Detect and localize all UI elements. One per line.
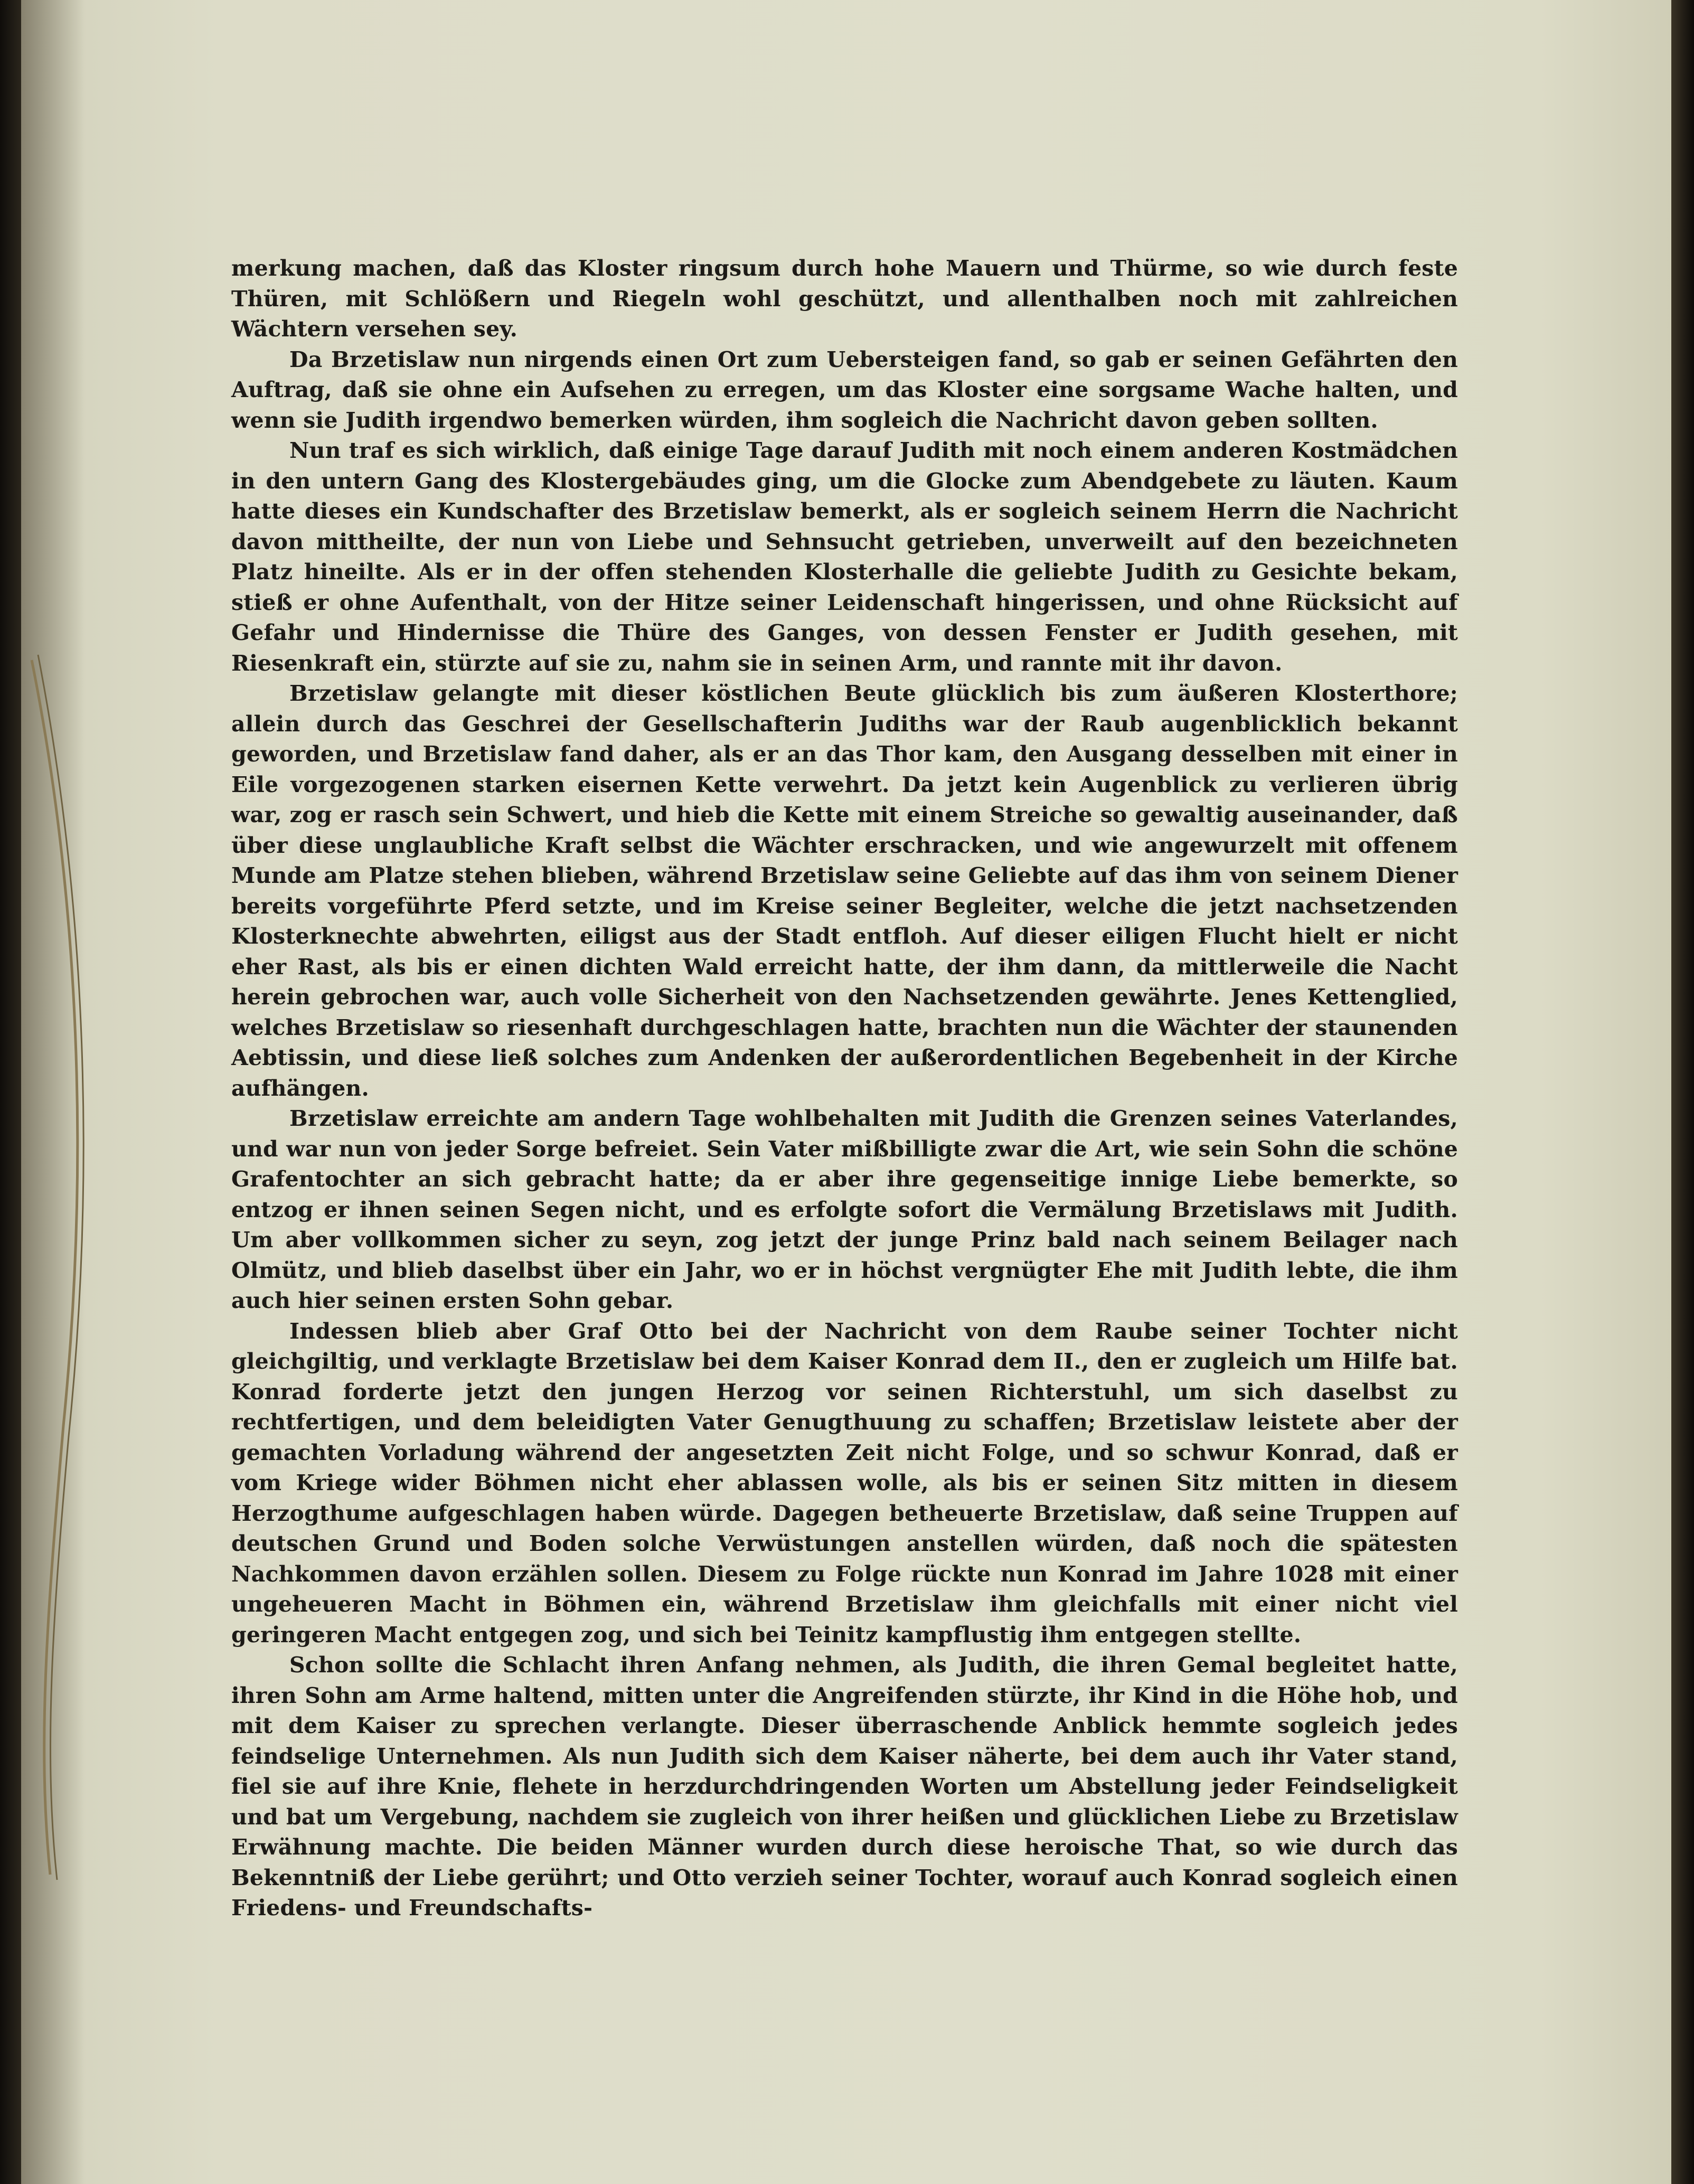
page-edge-shadow (1671, 0, 1694, 2184)
paragraph-1: merkung machen, daß das Kloster ringsum durch hohe Mauern und Thürme, so wie durch feste Thüren, mit Schlößern und Riegeln wohl geschützt, und allenthalben noch mit zahlreichen Wächtern versehen sey. (231, 256, 1458, 342)
main-text-block (231, 253, 1458, 1924)
paragraph-6: Indessen blieb aber Graf Otto bei der Nachricht von dem Raube seiner Tochter nicht gleichgiltig, und verklagte Brzetislaw bei dem Kaiser Konrad dem II., den er zugleich um Hilfe bat. Konrad forderte jetzt den jungen Herzog vor seinen Richterstuhl, um sich daselbst zu rechtfertigen, und dem beleidigten Vater Genugthuung zu schaffen; Brzetislaw leistete aber der gemachten Vorladung während der angesetzten Zeit nicht Folge, und so schwur Konrad, daß er vom Kriege wider Böhmen nicht eher ablassen wolle, als bis er seinen Sitz mitten in diesem Herzogthume aufgeschlagen haben würde. Dagegen betheuerte Brzetislaw, daß seine Truppen auf deutschen Grund und Boden solche Verwüstungen anstellen würden, daß noch die spätesten Nachkommen davon erzählen sollen. Diesem zu Folge rückte nun Konrad im Jahre 1028 mit einer ungeheueren Macht in Böhmen ein, während Brzetislaw ihm gleichfalls mit einer nicht viel geringeren Macht entgegen zog, und sich bei Teinitz kampflustig ihm entgegen stellte. (231, 1318, 1458, 1648)
paragraph-4: Brzetislaw gelangte mit dieser köstlichen Beute glücklich bis zum äußeren Klosterthore; allein durch das Geschrei der Gesellschafterin Judiths war der Raub augenblicklich bekannt geworden, und Brzetislaw fand daher, als er an das Thor kam, den Ausgang desselben mit einer in Eile vorgezogenen starken eisernen Kette verwehrt. Da jetzt kein Augenblick zu verlieren übrig war, zog er rasch sein Schwert, und hieb die Kette mit einem Streiche so gewaltig auseinander, daß über diese unglaubliche Kraft selbst die Wächter erschracken, und wie angewurzelt mit offenem Munde am Platze stehen blieben, während Brzetislaw seine Geliebte auf das ihm von seinem Diener bereits vorgeführte Pferd setzte, und im Kreise seiner Begleiter, welche die jetzt nachsetzenden Klosterknechte abwehrten, eiligst aus der Stadt entfloh. Auf dieser eiligen Flucht hielt er nicht eher Rast, als bis er einen dichten Wald erreicht hatte, der ihm dann, da mittlerweile die Nacht herein gebrochen war, auch volle Sicherheit von den Nachsetzenden gewährte. Jenes Kettenglied, welches Brzetislaw so riesenhaft durchgeschlagen hatte, brachten nun die Wächter der staunenden Aebtissin, und diese ließ solches zum Andenken der außerordentlichen Begebenheit in der Kirche aufhängen. (231, 681, 1458, 1101)
paragraph-5: Brzetislaw erreichte am andern Tage wohlbehalten mit Judith die Grenzen seines Vaterlandes, und war nun von jeder Sorge befreiet. Sein Vater mißbilligte zwar die Art, wie sein Sohn die schöne Grafentochter an sich gebracht hatte; da er aber ihre gegenseitige innige Liebe bemerkte, so entzog er ihnen seinen Segen nicht, und es erfolgte sofort die Vermälung Brzetislaws mit Judith. Um aber vollkommen sicher zu seyn, zog jetzt der junge Prinz bald nach seinem Beilager nach Olmütz, und blieb daselbst über ein Jahr, wo er in höchst vergnügter Ehe mit Judith lebte, die ihm auch hier seinen ersten Sohn gebar. (231, 1106, 1458, 1313)
binding-thread (0, 0, 106, 2184)
paragraph-7: Schon sollte die Schlacht ihren Anfang nehmen, als Judith, die ihren Gemal begleitet hatte, ihren Sohn am Arme haltend, mitten unter die Angreifenden stürzte, ihr Kind in die Höhe hob, und mit dem Kaiser zu sprechen verlangte. Dieser überraschende Anblick hemmte sogleich jedes feindselige Unternehmen. Als nun Judith sich dem Kaiser näherte, bei dem auch ihr Vater stand, fiel sie auf ihre Knie, flehete in herzdurchdringenden Worten um Abstellung jeder Feindseligkeit und bat um Vergebung, nachdem sie zugleich von ihrer heißen und glücklichen Liebe zu Brzetislaw Erwähnung machte. Die beiden Männer wurden durch diese heroische That, so wie durch das Bekenntniß der Liebe gerührt; und Otto verzieh seiner Tochter, worauf auch Konrad sogleich einen Friedens- und Freundschafts- (231, 1652, 1458, 1921)
paragraph-2: Da Brzetislaw nun nirgends einen Ort zum Uebersteigen fand, so gab er seinen Gefährten den Auftrag, daß sie ohne ein Aufsehen zu erregen, um das Kloster eine sorgsame Wache halten, und wenn sie Judith irgendwo bemerken würden, ihm sogleich die Nachricht davon geben sollten. (231, 346, 1458, 433)
paragraph-3: Nun traf es sich wirklich, daß einige Tage darauf Judith mit noch einem anderen Kostmädchen in den untern Gang des Klostergebäudes ging, um die Glocke zum Abendgebete zu läuten. Kaum hatte dieses ein Kundschafter des Brzetislaw bemerkt, als er sogleich seinem Herrn die Nachricht davon mittheilte, der nun von Liebe und Sehnsucht getrieben, unverweilt auf den bezeichneten Platz hineilte. Als er in der offen stehenden Klosterhalle die geliebte Judith zu Gesichte bekam, stieß er ohne Aufenthalt, von der Hitze seiner Leidenschaft hingerissen, und ohne Rücksicht auf Gefahr und Hindernisse die Thüre des Ganges, von dessen Fenster er Judith gesehen, mit Riesenkraft ein, stürzte auf sie zu, nahm sie in seinen Arm, und rannte mit ihr davon. (231, 438, 1458, 676)
